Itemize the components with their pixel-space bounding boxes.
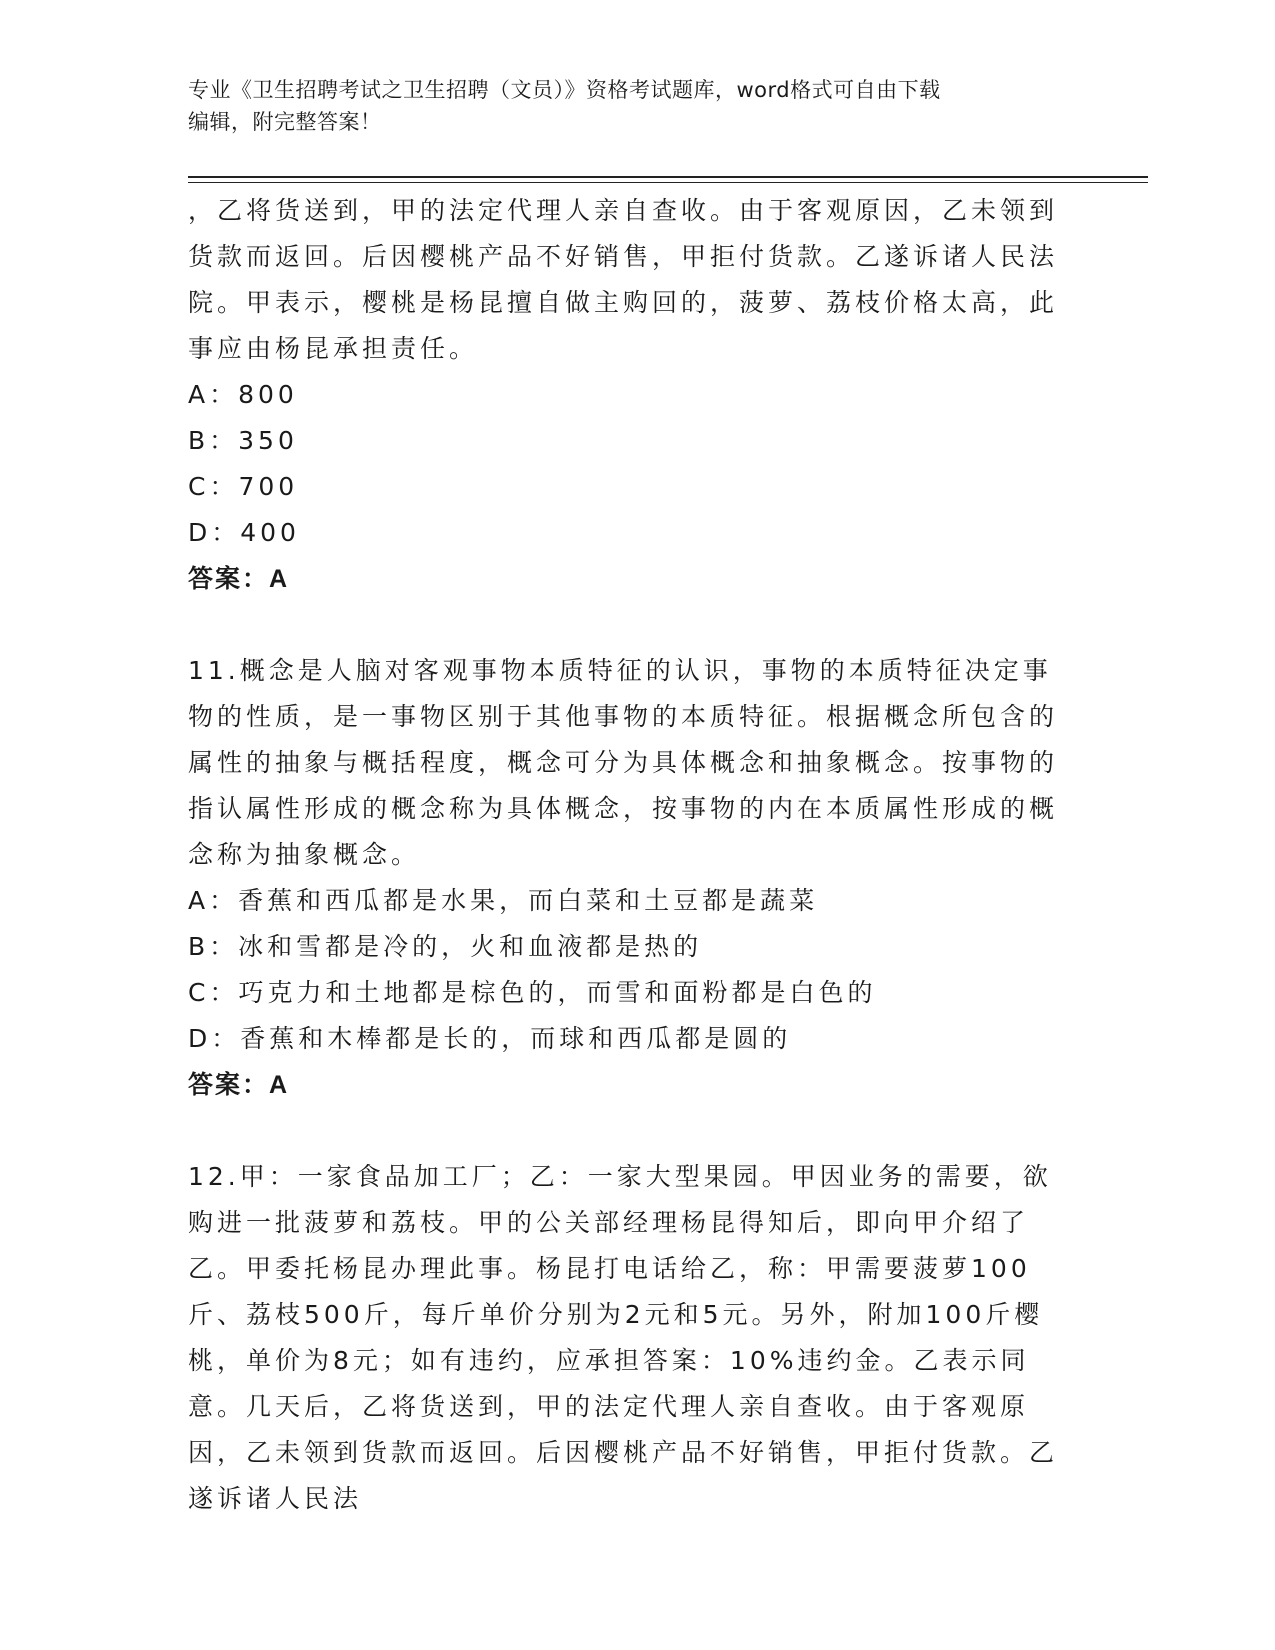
header-line-2: 编辑，附完整答案！: [188, 110, 382, 134]
spacer: [188, 1108, 1078, 1154]
question-11-option-c: C：巧克力和土地都是棕色的，而雪和面粉都是白色的: [188, 978, 877, 1007]
question-11-option-a: A：香蕉和西瓜都是水果，而白菜和土豆都是蔬菜: [188, 886, 819, 915]
question-11-option-b: B：冰和雪都是冷的，火和血液都是热的: [188, 932, 703, 961]
header-divider-thick: [188, 176, 1148, 178]
question-11: [188, 648, 1078, 1108]
question-10-option-d: D：400: [188, 518, 300, 547]
document-header: [188, 74, 1068, 138]
question-10-option-c: C：700: [188, 472, 299, 501]
question-12: [188, 1154, 1078, 1522]
question-10-option-b: B：350: [188, 426, 298, 455]
header-line-1: 专业《卫生招聘考试之卫生招聘（文员）》资格考试题库，word格式可自由下载: [188, 78, 941, 102]
question-10-answer: 答案：A: [188, 565, 290, 593]
question-11-option-d: D：香蕉和木棒都是长的，而球和西瓜都是圆的: [188, 1024, 792, 1053]
header-divider-thin: [188, 182, 1148, 183]
document-body: [188, 188, 1078, 1522]
question-11-text: 11.概念是人脑对客观事物本质特征的认识，事物的本质特征决定事物的性质，是一事物区别于其他事物的本质特征。根据概念所包含的属性的抽象与概括程度，概念可分为具体概念和抽象概念。按事物的指认属性形成的概念称为具体概念，按事物的内在本质属性形成的概念称为抽象概念。: [188, 656, 1059, 869]
question-10-option-a: A：800: [188, 380, 298, 409]
question-11-answer: 答案：A: [188, 1071, 290, 1099]
question-10: [188, 188, 1078, 602]
spacer: [188, 602, 1078, 648]
question-10-text: ，乙将货送到，甲的法定代理人亲自查收。由于客观原因，乙未领到货款而返回。后因樱桃产品不好销售，甲拒付货款。乙遂诉诸人民法院。甲表示，樱桃是杨昆擅自做主购回的，菠萝、荔枝价格太高，此事应由杨昆承担责任。: [188, 196, 1059, 363]
question-12-text: 12.甲：一家食品加工厂；乙：一家大型果园。甲因业务的需要，欲购进一批菠萝和荔枝。甲的公关部经理杨昆得知后，即向甲介绍了乙。甲委托杨昆办理此事。杨昆打电话给乙，称：甲需要菠萝100斤、荔枝500斤，每斤单价分别为2元和5元。另外，附加100斤樱桃，单价为8元；如有违约，应承担答案：10%违约金。乙表示同意。几天后，乙将货送到，甲的法定代理人亲自查收。由于客观原因，乙未领到货款而返回。后因樱桃产品不好销售，甲拒付货款。乙遂诉诸人民法: [188, 1162, 1059, 1513]
